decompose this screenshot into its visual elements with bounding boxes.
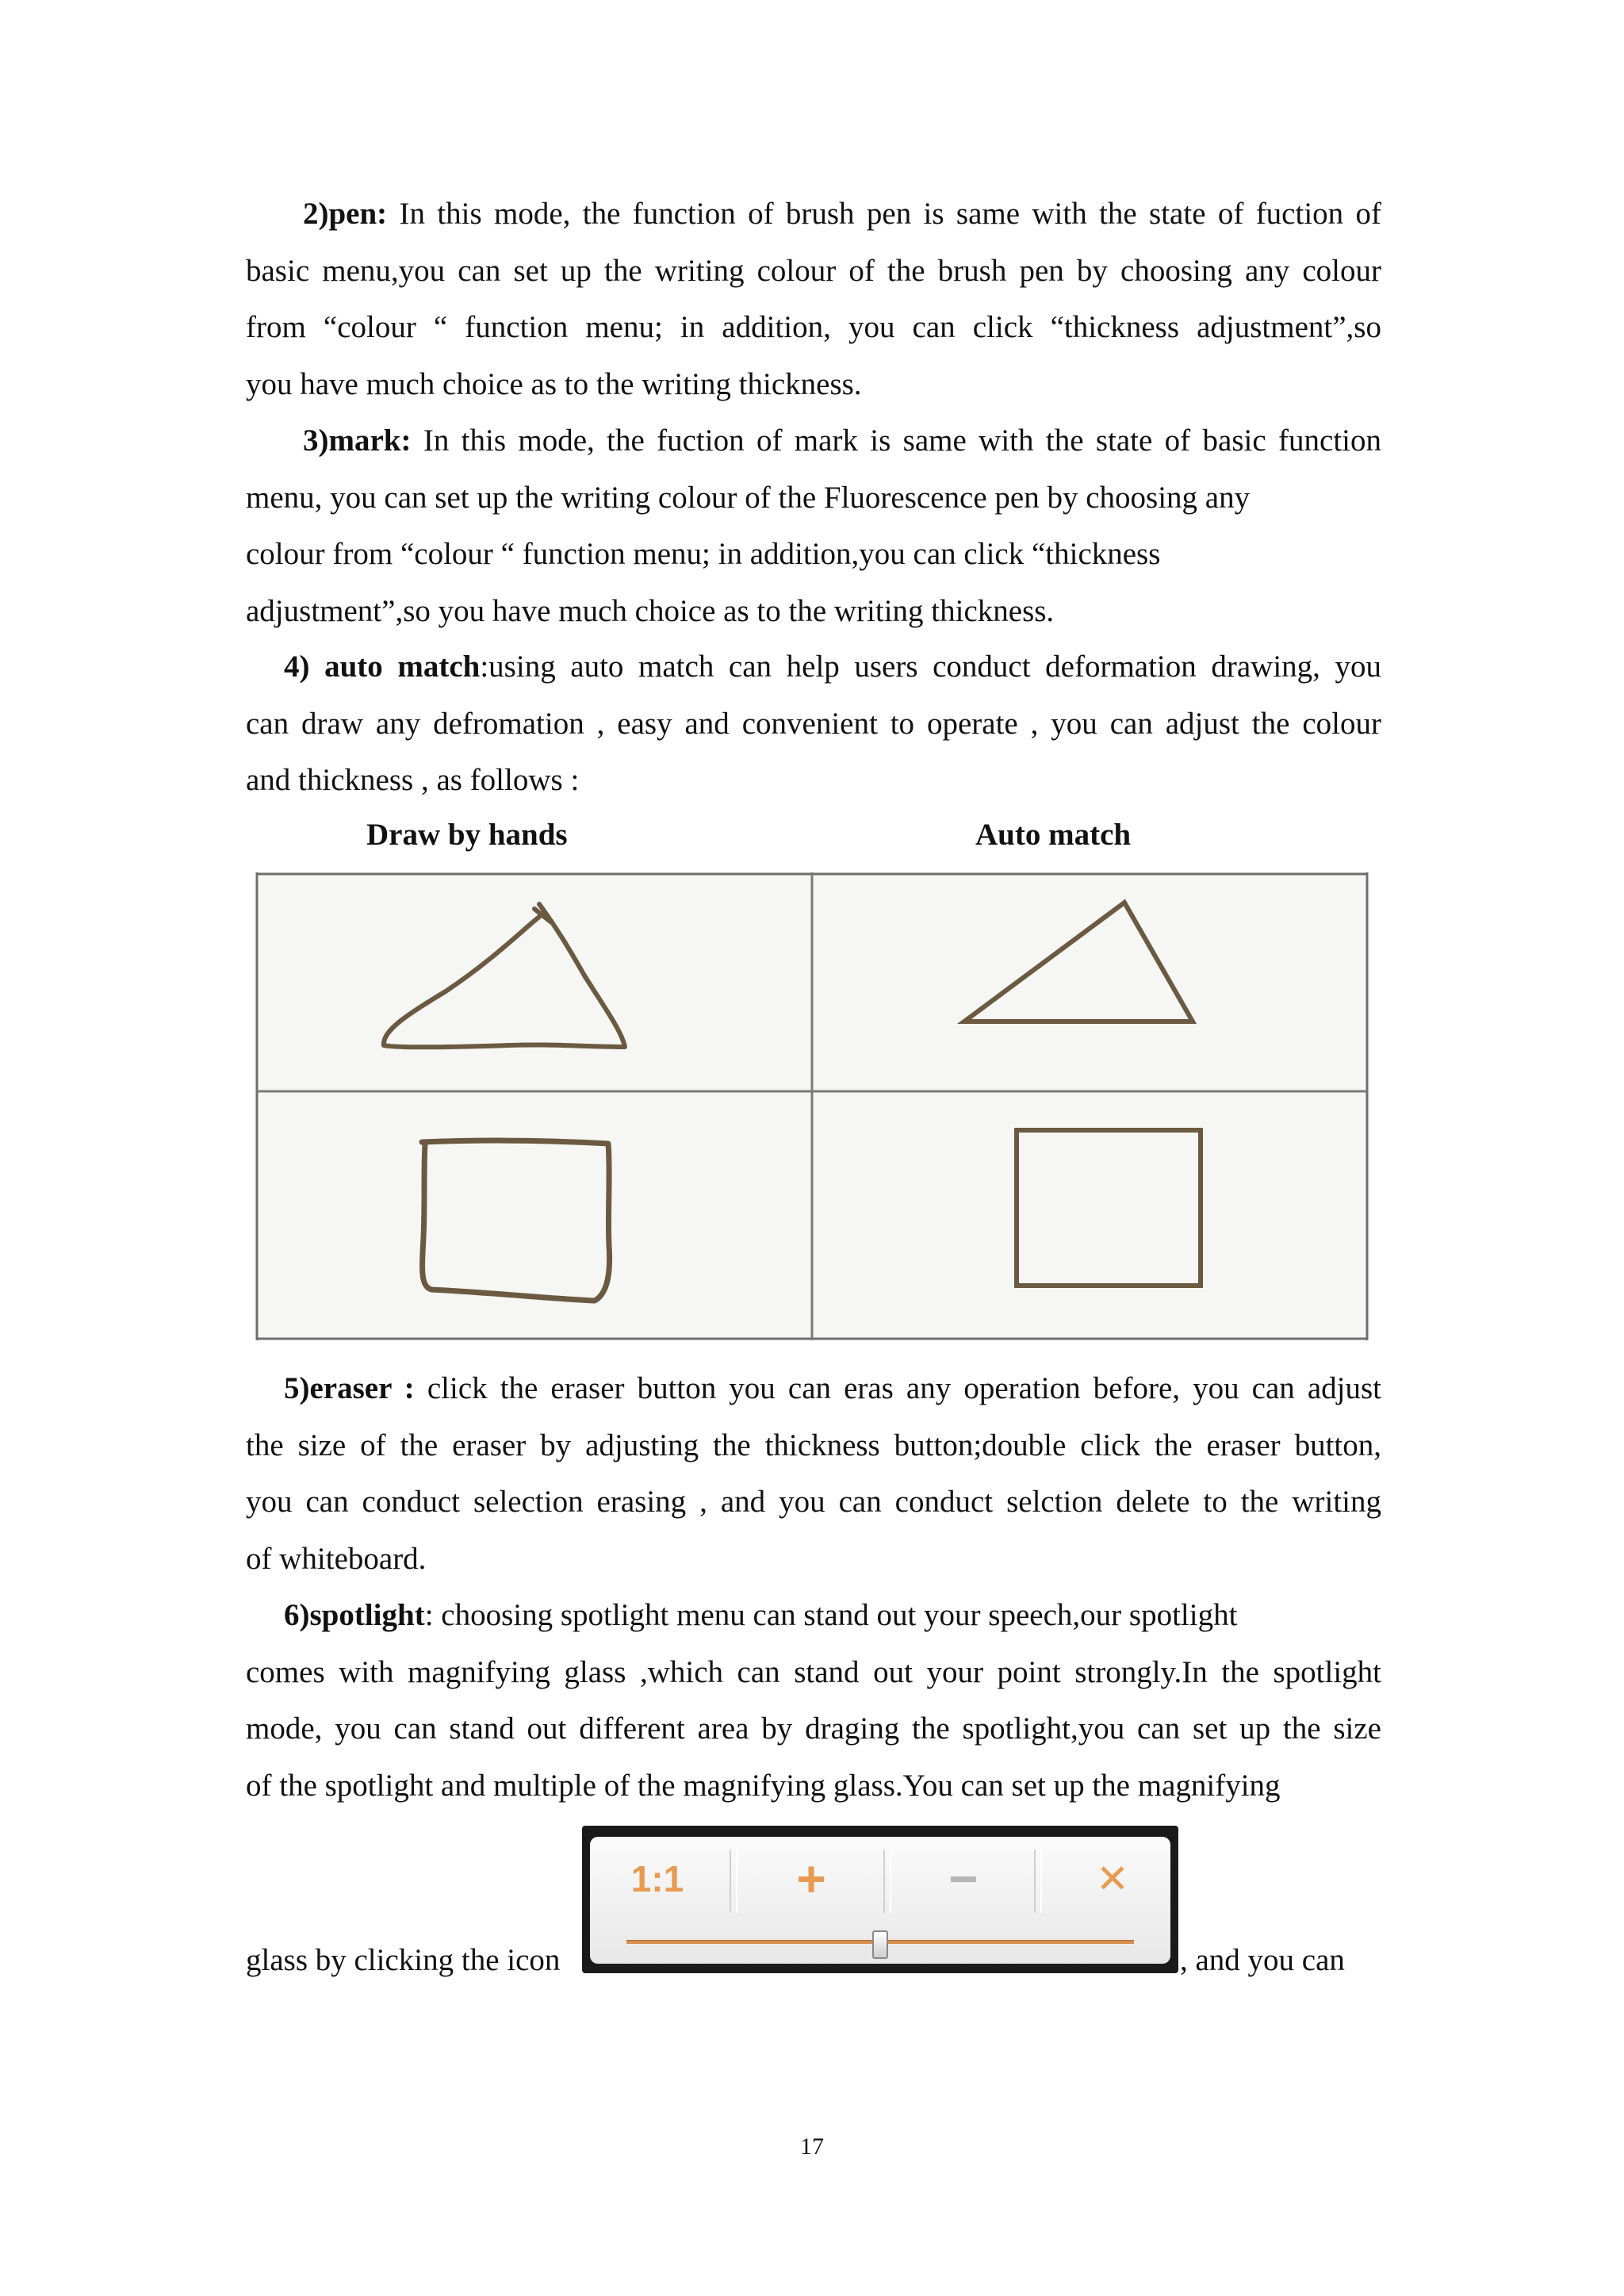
spotlight-line-2: comes with magnifying glass ,which can stand out your point strongly.In the spotlight <box>246 1654 1381 1689</box>
spotlight-line-3: mode, you can stand out different area by draging the spotlight,you can set up the size <box>246 1711 1381 1746</box>
spotlight-line-4: of the spotlight and multiple of the magnifying glass.You can set up the magnifying <box>246 1768 1281 1803</box>
eraser-line-2: the size of the eraser by adjusting the thickness button;double click the eraser button, <box>246 1428 1381 1462</box>
auto-match-line-3: and thickness , as follows : <box>246 763 580 797</box>
pen-label: 2)pen: <box>303 197 388 231</box>
toolbar-separator <box>883 1849 891 1913</box>
pen-line-4: you have much choice as to the writing thickness. <box>246 366 862 401</box>
zoom-in-plus-icon[interactable]: + <box>796 1850 826 1907</box>
eraser-line-3: you can conduct selection erasing , and you can conduct selction delete to the writing <box>246 1485 1381 1519</box>
eraser-line-4: of whiteboard. <box>246 1541 427 1576</box>
mark-line-3: colour from “colour “ function menu; in addition,you can click “thickness <box>246 537 1161 571</box>
auto-match-paragraph <box>246 638 1381 809</box>
magnify-slider-thumb[interactable] <box>872 1930 888 1959</box>
auto-match-caption: Auto match <box>975 818 1132 852</box>
pen-line-3: from “colour “ function menu; in addition, you can click “thickness adjustment”,so <box>246 310 1381 344</box>
auto-match-line-1: 4) auto match:using auto match can help users conduct deformation drawing, you <box>284 650 1382 684</box>
magnifier-toolbar <box>582 1826 1178 1973</box>
page-number: 17 <box>800 2133 824 2160</box>
spotlight-paragraph <box>246 1587 1381 1814</box>
pen-paragraph <box>246 186 1381 412</box>
toolbar-panel <box>590 1837 1170 1964</box>
close-x-icon[interactable]: ✕ <box>1096 1857 1129 1901</box>
shape-comparison-figure <box>255 872 1369 1340</box>
toolbar-separator <box>1034 1849 1042 1913</box>
icon-line-text-before: glass by clicking the icon <box>246 1943 561 1977</box>
pen-line-1: 2)pen: In this mode, the function of brush pen is same with the state of fuction of <box>303 197 1381 231</box>
eraser-line-1: 5)eraser : click the eraser button you can eras any operation before, you can adjust <box>284 1371 1381 1405</box>
zoom-out-minus-icon[interactable]: − <box>948 1850 979 1907</box>
mark-line-4: adjustment”,so you have much choice as to the writing thickness. <box>246 593 1055 628</box>
toolbar-separator <box>730 1849 737 1913</box>
pen-line-2: basic menu,you can set up the writing colour of the brush pen by choosing any colour <box>246 253 1381 288</box>
eraser-paragraph <box>246 1360 1381 1587</box>
eraser-label: 5)eraser : <box>284 1371 415 1405</box>
shape-comparison-svg <box>255 872 1369 1340</box>
draw-by-hands-caption: Draw by hands <box>366 818 568 852</box>
ratio-1-1-button[interactable]: 1:1 <box>630 1858 684 1899</box>
spotlight-line-1: 6)spotlight: choosing spotlight menu can stand out your speech,our spotlight <box>284 1598 1238 1632</box>
auto-match-line-2: can draw any defromation , easy and convenient to operate , you can adjust the colour <box>246 706 1381 741</box>
mark-label: 3)mark: <box>303 424 412 458</box>
spotlight-label: 6)spotlight <box>284 1598 425 1632</box>
mark-paragraph <box>246 412 1381 639</box>
mark-line-1: 3)mark: In this mode, the fuction of mark is same with the state of basic function <box>303 424 1381 458</box>
mark-line-2: menu, you can set up the writing colour of the Fluorescence pen by choosing any <box>246 480 1251 515</box>
icon-line-text-after: , and you can <box>1180 1943 1345 1977</box>
auto-match-label: 4) auto match <box>284 650 481 684</box>
